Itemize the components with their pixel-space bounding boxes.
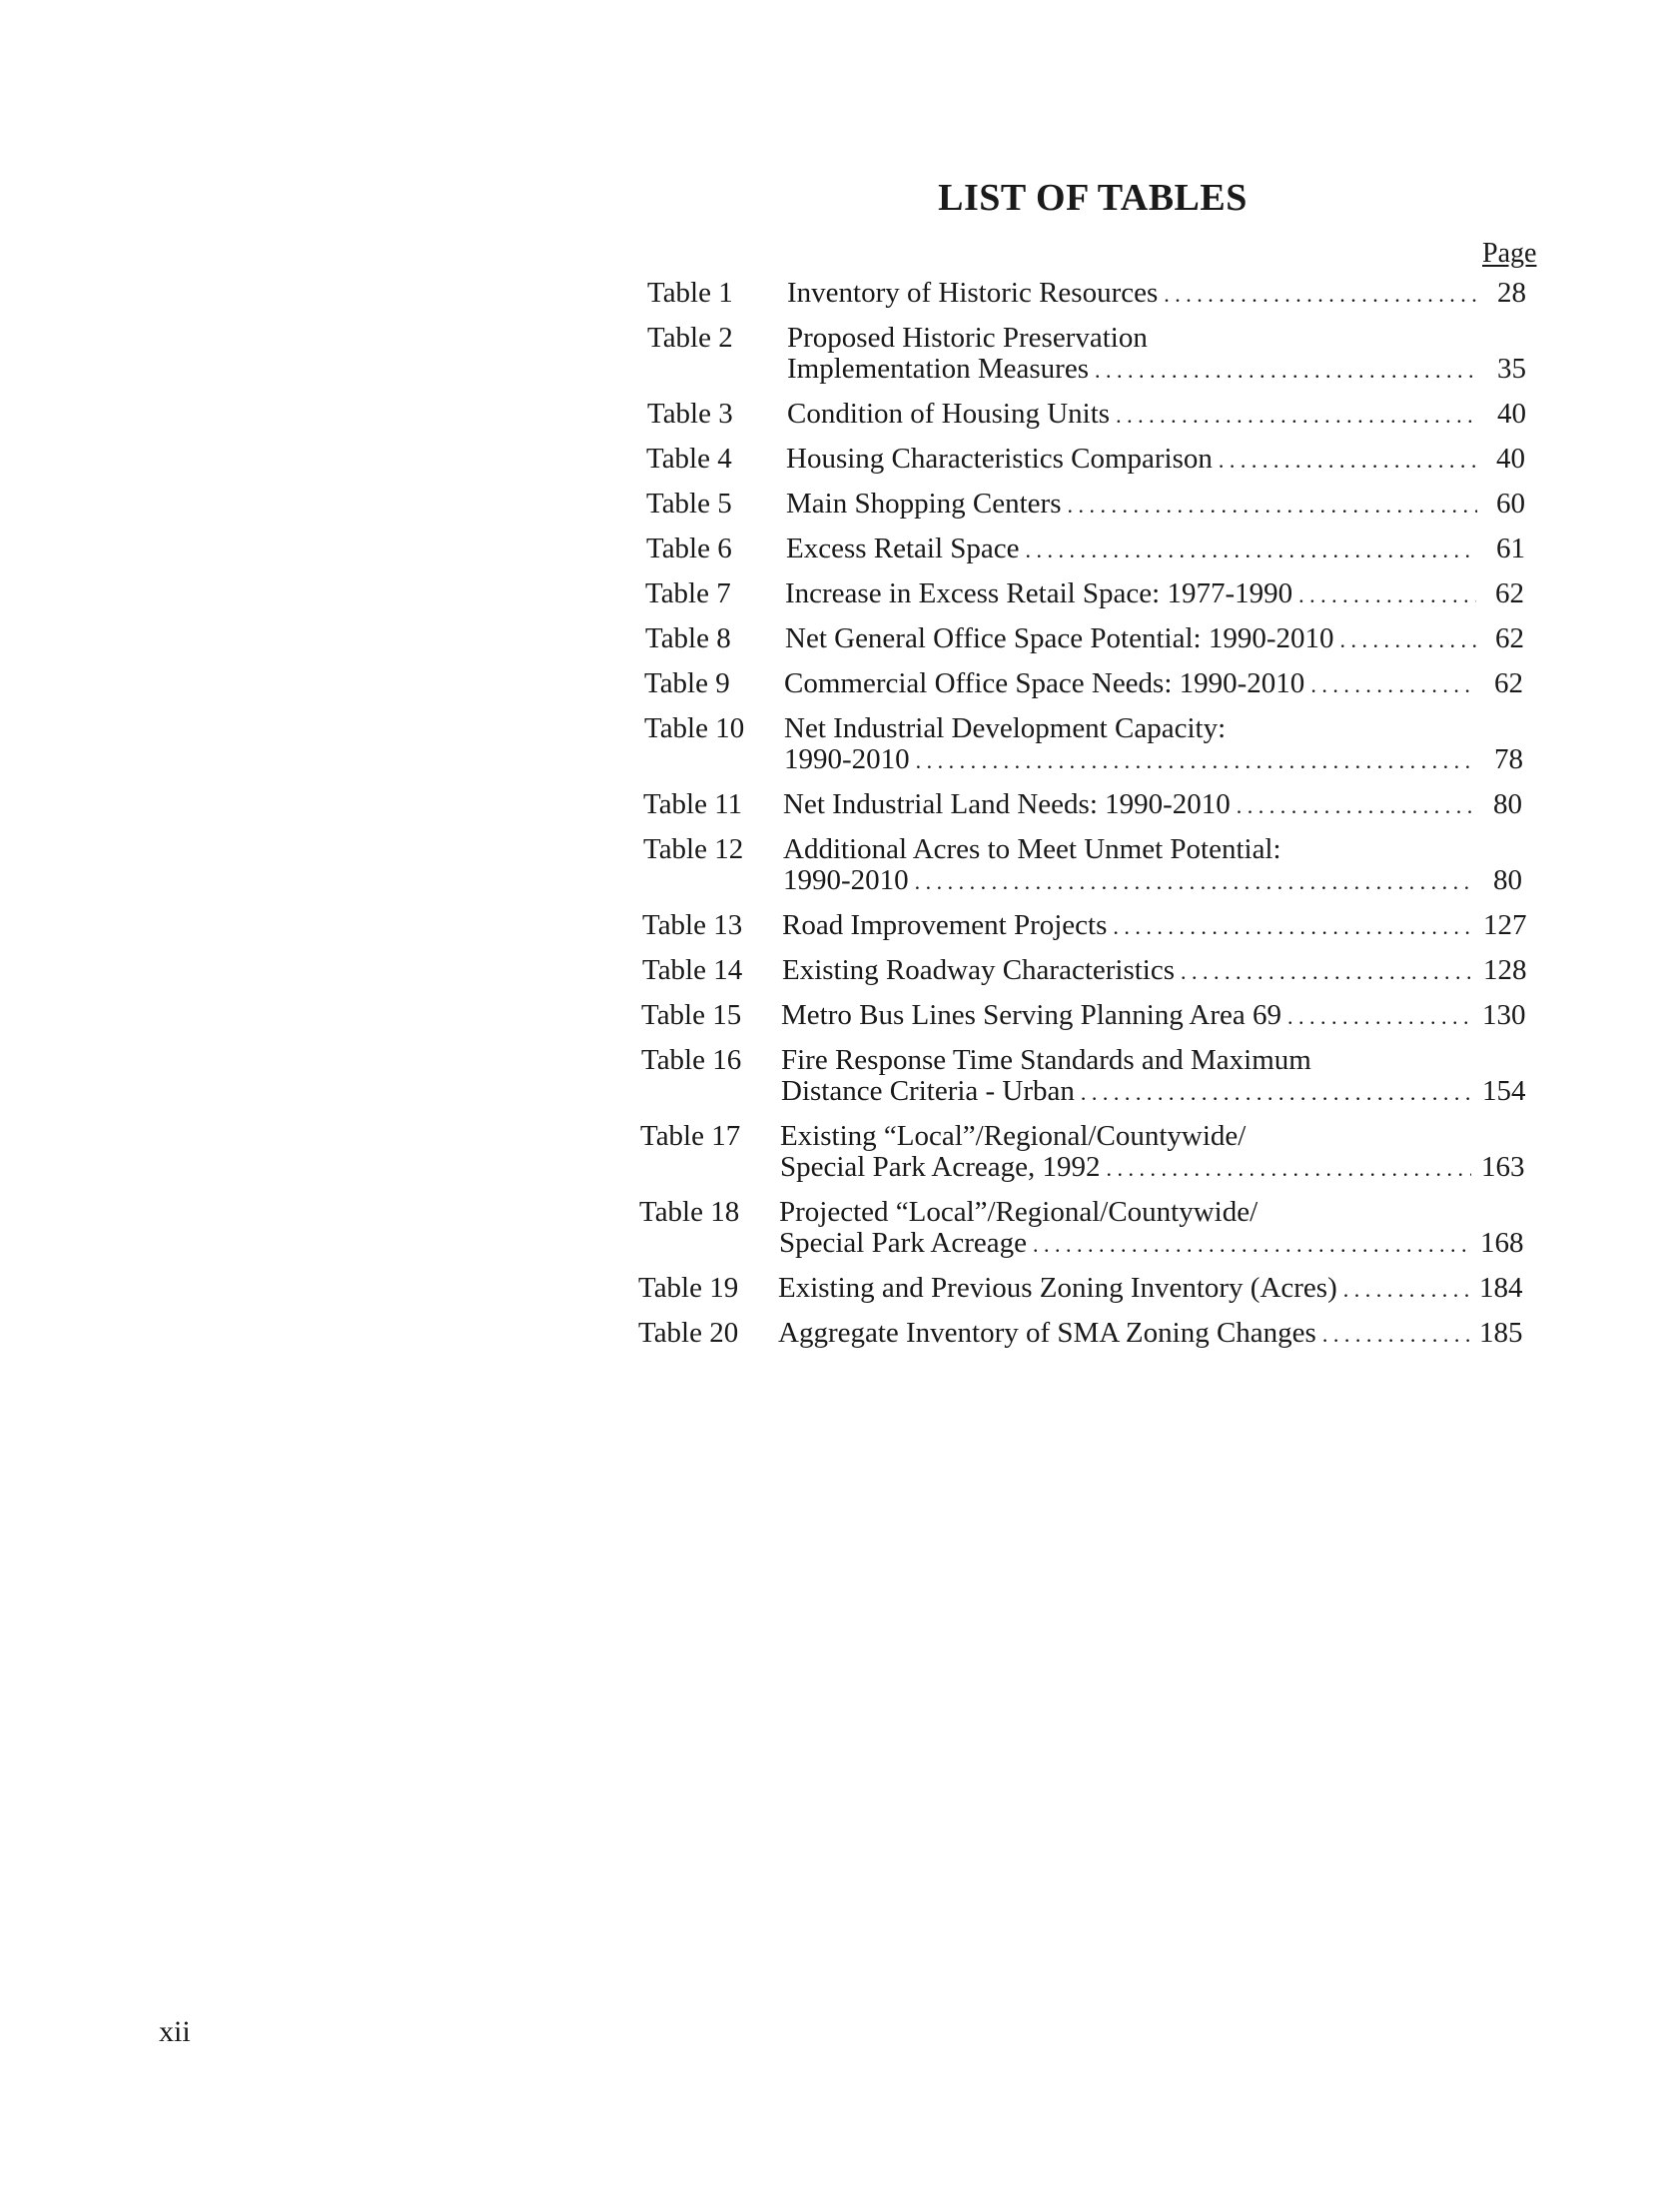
table-number: Table 19 [638,1272,739,1304]
table-entry-body [785,578,1524,609]
page-reference: 62 [1495,577,1524,609]
dot-leader [1095,355,1478,386]
table-title-line [786,489,1525,520]
table-number: Table 1 [647,277,733,309]
page-reference: 185 [1479,1317,1523,1349]
table-list-entry [645,578,1524,609]
page-number: xii [159,2015,191,2048]
table-title-line [781,1075,1526,1107]
table-list-entry [639,1196,1524,1259]
table-entry-body [778,1317,1523,1349]
table-list-entry [642,954,1527,986]
page-reference: 128 [1483,954,1527,986]
table-list-entry [643,834,1522,896]
page-title: LIST OF TABLES [938,177,1248,219]
table-entry-body [786,534,1525,564]
table-entry-body [783,789,1522,820]
table-number: Table 12 [643,833,744,865]
table-number: Table 4 [646,443,732,475]
table-title-text: Fire Response Time Standards and Maximum [781,1044,1311,1076]
dot-leader [1298,579,1476,610]
table-title-text: Special Park Acreage, 1992 [780,1151,1101,1183]
table-entry-body [782,909,1527,941]
dot-leader [1219,445,1477,476]
dot-leader [1340,624,1477,655]
table-title-line [779,1197,1518,1228]
table-list-entry [641,999,1526,1031]
table-entry-body [787,278,1526,309]
table-title-text: Proposed Historic Preservation [787,322,1148,354]
table-number: Table 14 [642,954,743,986]
table-title-line [786,444,1525,475]
table-number: Table 10 [644,712,745,744]
table-entry-body [786,489,1525,520]
table-title-line [785,623,1524,654]
table-title-text: Net Industrial Development Capacity: [784,712,1227,744]
table-number: Table 20 [638,1317,739,1349]
table-list-entry [647,278,1526,309]
table-title-text: Additional Acres to Meet Unmet Potential: [783,833,1281,865]
table-title-text: Special Park Acreage [779,1227,1028,1259]
table-entry-body [784,668,1523,699]
page-reference: 78 [1494,743,1523,775]
dot-leader [1116,400,1478,431]
page-reference: 168 [1480,1227,1524,1259]
table-title-text: Condition of Housing Units [787,398,1111,430]
table-list-entry [645,623,1524,654]
dot-leader [915,866,1474,897]
page-reference: 154 [1482,1075,1526,1107]
table-title-line [787,323,1526,354]
page-reference: 62 [1495,622,1524,654]
table-title-text: Projected “Local”/Regional/Countywide/ [779,1196,1259,1228]
dot-leader [1081,1077,1472,1108]
table-list-entry [647,399,1526,430]
table-entry-body [782,954,1527,986]
page-reference: 40 [1497,398,1526,430]
table-list-entry [646,489,1525,520]
table-title-line [786,534,1525,564]
table-list-entry [644,668,1523,699]
dot-leader [1164,279,1478,310]
table-entry-body [779,1196,1524,1259]
table-title-text: Metro Bus Lines Serving Planning Area 69 [781,999,1282,1031]
table-title-line [782,954,1527,986]
dot-leader [1322,1319,1469,1350]
table-title-text: Existing Roadway Characteristics [782,954,1176,986]
table-number: Table 15 [641,999,742,1031]
table-title-text: Existing and Previous Zoning Inventory (Acres) [778,1272,1337,1304]
table-title-text: 1990-2010 [783,864,909,896]
dot-leader [1033,1229,1470,1260]
table-title-line [783,789,1522,820]
table-list-entry [643,789,1522,820]
dot-leader [1310,669,1475,700]
dot-leader [1287,1001,1472,1032]
page-reference: 80 [1493,864,1522,896]
table-title-line [784,668,1523,699]
table-title-line [781,1045,1520,1076]
page-reference: 163 [1481,1151,1525,1183]
table-number: Table 11 [643,788,743,820]
table-number: Table 17 [640,1120,741,1152]
table-list-entry [641,1044,1526,1107]
table-number: Table 5 [646,488,732,520]
page-reference: 62 [1494,667,1523,699]
table-title-text: Implementation Measures [787,353,1089,385]
table-title-line [783,865,1522,896]
page-column-heading: Page [1482,238,1537,269]
dot-leader [1343,1274,1469,1305]
table-entry-body [780,1120,1525,1183]
dot-leader [1068,490,1478,521]
dot-leader [1237,790,1474,821]
dot-leader [1026,535,1477,565]
dot-leader [916,745,1475,776]
page-reference: 127 [1483,909,1527,941]
table-title-text: Net Industrial Land Needs: 1990-2010 [783,788,1231,820]
table-entry-body [783,834,1522,896]
dot-leader [1181,956,1473,987]
table-number: Table 7 [645,577,731,609]
table-title-text: Net General Office Space Potential: 1990-2010 [785,622,1334,654]
table-title-line [780,1151,1525,1183]
table-title-text: Aggregate Inventory of SMA Zoning Changes [778,1317,1316,1349]
table-title-line [780,1121,1519,1152]
page-reference: 28 [1497,277,1526,309]
table-list-entry [647,323,1526,385]
table-entry-body [784,713,1523,775]
page-reference: 35 [1497,353,1526,385]
page-reference: 60 [1496,488,1525,520]
table-title-text: Housing Characteristics Comparison [786,443,1213,475]
table-title-text: 1990-2010 [784,743,910,775]
dot-leader [1107,1153,1471,1184]
table-entry-body [787,399,1526,430]
table-title-line [784,744,1523,775]
table-title-text: Road Improvement Projects [782,909,1108,941]
table-title-text: Inventory of Historic Resources [787,277,1159,309]
table-title-text: Distance Criteria - Urban [781,1075,1075,1107]
page-reference: 130 [1482,999,1526,1031]
page-reference: 80 [1493,788,1522,820]
table-title-text: Main Shopping Centers [786,488,1062,520]
table-number: Table 16 [641,1044,742,1076]
table-number: Table 18 [639,1196,740,1228]
table-title-line [784,713,1523,744]
page-reference: 40 [1496,443,1525,475]
table-number: Table 3 [647,398,733,430]
table-title-line [778,1317,1523,1349]
table-entry-body [781,999,1526,1031]
table-list [638,277,1527,1349]
table-entry-body [778,1272,1523,1304]
table-number: Table 9 [644,667,730,699]
dot-leader [1113,911,1473,942]
table-title-line [785,578,1524,609]
table-list-entry [638,1317,1523,1349]
table-title-line [787,278,1526,309]
table-entry-body [781,1044,1526,1107]
table-list-entry [646,534,1525,564]
table-list-entry [640,1120,1525,1183]
table-title-line [783,834,1522,865]
table-title-line [781,999,1526,1031]
table-number: Table 8 [645,622,731,654]
table-title-line [787,354,1526,385]
table-list-entry [644,713,1523,775]
table-title-text: Excess Retail Space [786,533,1020,564]
table-list-entry [638,1272,1523,1304]
table-title-line [779,1227,1524,1259]
table-title-text: Existing “Local”/Regional/Countywide/ [780,1120,1247,1152]
table-number: Table 2 [647,322,733,354]
table-title-line [782,909,1527,941]
table-title-line [787,399,1526,430]
table-title-text: Commercial Office Space Needs: 1990-2010 [784,667,1305,699]
table-list-entry [646,444,1525,475]
table-title-line [778,1272,1523,1304]
table-entry-body [786,444,1525,475]
table-number: Table 6 [646,533,732,564]
table-title-text: Increase in Excess Retail Space: 1977-1990 [785,577,1293,609]
page-reference: 61 [1496,533,1525,564]
table-entry-body [787,323,1526,385]
table-entry-body [785,623,1524,654]
table-number: Table 13 [642,909,743,941]
table-list-entry [642,909,1527,941]
page-reference: 184 [1479,1272,1523,1304]
